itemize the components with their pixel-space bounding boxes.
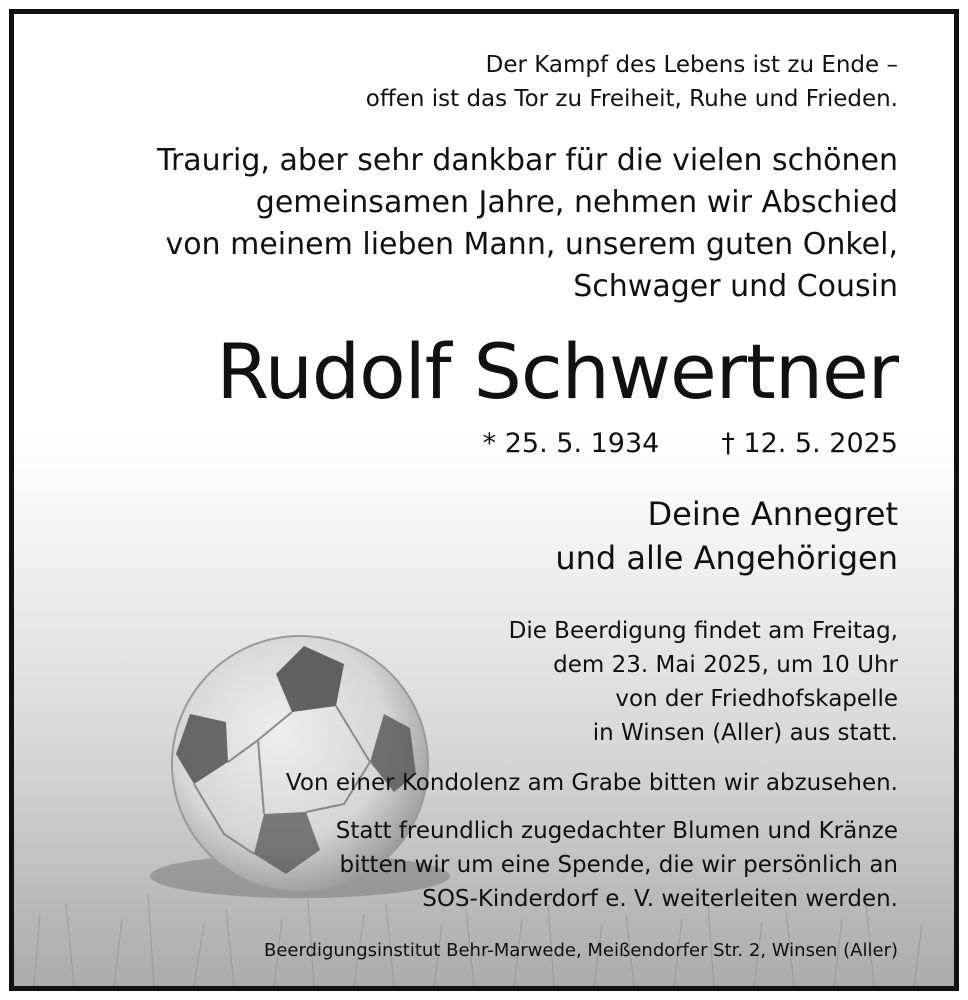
donation-line: SOS-Kinderdorf e. V. weiterleiten werden. — [422, 886, 898, 912]
intro-line: gemeinsamen Jahre, nehmen wir Abschied — [255, 185, 898, 220]
signers — [555, 492, 898, 580]
funeral-notice — [509, 614, 898, 750]
donation-line: Statt freundlich zugedachter Blumen und Kränze — [335, 818, 898, 844]
intro-line: von meinem lieben Mann, unserem guten Onkel, — [165, 227, 898, 262]
intro-text — [157, 140, 898, 308]
intro-line: Traurig, aber sehr dankbar für die vielen schönen — [157, 143, 898, 178]
birth-date: * 25. 5. 1934 — [482, 428, 660, 459]
motto-line: Der Kampf des Lebens ist zu Ende – — [485, 52, 898, 78]
obituary-frame — [9, 9, 959, 991]
deceased-name: Rudolf Schwertner — [216, 327, 898, 416]
condolence-note: Von einer Kondolenz am Grabe bitten wir abzusehen. — [285, 770, 898, 796]
life-dates — [483, 426, 898, 462]
funeral-home-footer: Beerdigungsinstitut Behr-Marwede, Meißendorfer Str. 2, Winsen (Aller) — [263, 940, 898, 961]
funeral-line: von der Friedhofskapelle — [615, 686, 898, 712]
donation-note — [336, 814, 898, 916]
intro-line: Schwager und Cousin — [573, 269, 898, 304]
donation-line: bitten wir um eine Spende, die wir persönlich an — [339, 852, 898, 878]
funeral-line: dem 23. Mai 2025, um 10 Uhr — [553, 652, 898, 678]
motto-line: offen ist das Tor zu Freiheit, Ruhe und Frieden. — [365, 86, 898, 112]
funeral-line: in Winsen (Aller) aus statt. — [592, 720, 898, 746]
funeral-line: Die Beerdigung findet am Freitag, — [508, 618, 898, 644]
signer-line: und alle Angehörigen — [555, 539, 898, 577]
motto — [366, 48, 898, 116]
signer-line: Deine Annegret — [647, 495, 898, 533]
death-date: † 12. 5. 2025 — [721, 428, 898, 459]
